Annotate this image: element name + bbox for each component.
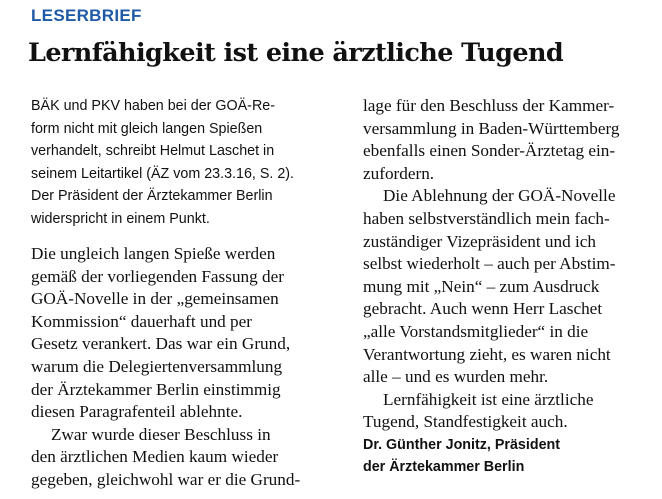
body-line: gemäß der vorliegenden Fassung der [31,266,284,286]
teaser-line: BÄK und PKV haben bei der GOÄ-Re- [31,98,275,114]
author-signature [363,434,560,478]
teaser-line: Der Präsident der Ärztekammer Berlin [31,188,273,205]
article-teaser [31,95,294,231]
teaser-line: seinem Leitartikel (ÄZ vom 23.3.16, S. 2). [31,165,295,182]
body-line: mung mit „Nein“ – zum Ausdruck [363,276,600,296]
teaser-line: form nicht mit gleich langen Spießen [31,120,263,137]
body-line: zuständiger Vizepräsident und ich [363,231,596,251]
body-line: den ärztlichen Medien kaum wieder [31,447,279,467]
body-line: diesen Paragrafenteil ablehnte. [31,402,243,422]
teaser-line: widerspricht in einem Punkt. [31,210,210,227]
body-line: Lernfähigkeit ist eine ärztliche [383,389,594,409]
body-line: versammlung in Baden-Württemberg [363,118,620,138]
signature-line: Dr. Günther Jonitz, Präsident [363,437,561,453]
teaser-line: verhandelt, schreibt Helmut Laschet in [31,143,275,160]
body-line: GOÄ-Novelle in der „gemeinsamen [31,289,279,309]
body-line: Die Ablehnung der GOÄ-Novelle [383,186,616,206]
body-line: der Ärztekammer Berlin einstimmig [31,379,281,399]
body-line: Gesetz verankert. Das war ein Grund, [31,334,291,354]
body-line: Kommission“ dauerhaft und per [31,311,252,331]
body-line: Die ungleich langen Spieße werden [31,244,276,263]
body-line: zufordern. [363,163,435,183]
body-line: ebenfalls einen Sonder-Ärztetag ein- [363,141,616,161]
body-line: selbst wiederholt – auch per Abstim- [363,254,616,274]
body-column-right [363,95,662,434]
body-line: gegeben, gleichwohl war er die Grund- [31,469,301,489]
article-headline: Lernfähigkeit ist eine ärztliche Tugend [28,38,564,68]
body-line: alle – und es wurden mehr. [363,367,549,387]
body-line: Zwar wurde dieser Beschluss in [51,424,271,444]
signature-line: der Ärztekammer Berlin [363,459,525,475]
body-column-left [31,243,300,492]
body-line: „alle Vorstandsmitglieder“ in die [363,321,589,341]
body-line: Verantwortung zieht, es waren nicht [363,344,611,364]
body-line: warum die Delegiertenversammlung [31,356,283,376]
body-line: gebracht. Auch wenn Herr Laschet [363,299,603,319]
section-kicker: LESERBRIEF [31,6,142,25]
body-line: lage für den Beschluss der Kammer- [363,96,615,115]
body-line: haben selbstverständlich mein fach- [363,208,610,228]
body-line: Tugend, Standfestigkeit auch. [363,412,568,432]
